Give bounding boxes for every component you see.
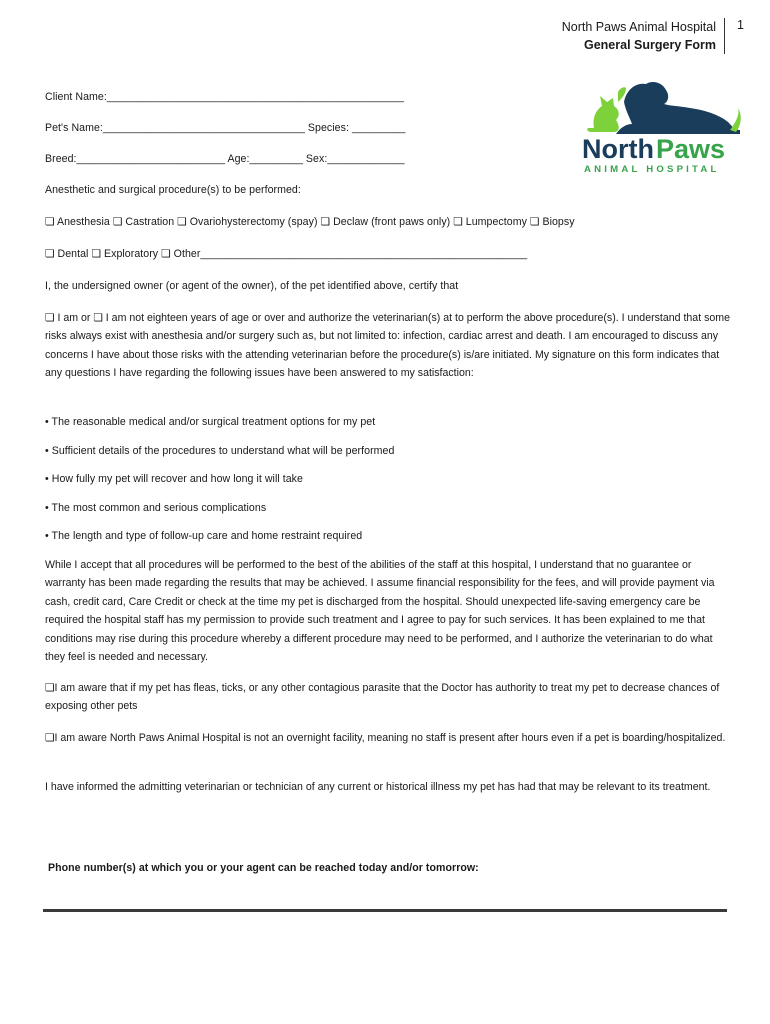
client-name-field[interactable]: Client Name:__________________________________________________ bbox=[45, 91, 404, 103]
procedure-options-line-2[interactable]: ❏ Dental ❏ Exploratory ❏ Other_______________________________________________________ bbox=[45, 248, 528, 260]
bullet-item: • The most common and serious complications bbox=[45, 502, 267, 514]
dog-icon bbox=[616, 82, 740, 134]
procedures-heading: Anesthetic and surgical procedure(s) to be performed: bbox=[45, 184, 301, 196]
phone-number-label: Phone number(s) at which you or your agent can be reached today and/or tomorrow: bbox=[48, 862, 479, 874]
pet-name-species-field[interactable]: Pet's Name:__________________________________ Species: _________ bbox=[45, 122, 406, 134]
north-paws-logo bbox=[580, 72, 745, 176]
parasite-consent-checkbox[interactable]: ❏I am aware that if my pet has fleas, ticks, or any other contagious parasite that the Doctor has authority to treat my pet to decrease chances of exposing other pets bbox=[45, 682, 720, 713]
page-header bbox=[562, 18, 725, 54]
logo-word-north: North bbox=[582, 134, 654, 164]
overnight-facility-checkbox[interactable]: ❏I am aware North Paws Animal Hospital is not an overnight facility, meaning no staff is present after hours even if a pet is boarding/hospitalized. bbox=[45, 732, 726, 744]
acceptance-paragraph: While I accept that all procedures will be performed to the best of the abilities of the staff at this hospital, I understand that no guarantee or warranty has been made regarding the results that may be achieved. I assume financial responsibility for the fees, and will provide payment via cash, credit card, Care Credit or check at the time my pet is discharged from the hospital. Should unexpected life-saving emergency care be required the hospital staff has my permission to provide such treatment and I agree to pay for such services. It has been explained to me that conditions may rise during this procedure whereby a different procedure may need to be performed, and I authorize the veterinarian to do what they feel is needed and necessary. bbox=[45, 559, 715, 664]
logo-word-paws: Paws bbox=[656, 134, 726, 164]
bullet-item: • Sufficient details of the procedures to understand what will be performed bbox=[45, 445, 395, 457]
hospital-name: North Paws Animal Hospital bbox=[561, 20, 716, 34]
page-number: 1 bbox=[737, 18, 744, 32]
medical-history-statement: I have informed the admitting veterinarian or technician of any current or historical illness my pet has had that may be relevant to its treatment. bbox=[45, 781, 711, 793]
leaf-icon bbox=[730, 108, 741, 132]
logo-subtitle: ANIMAL HOSPITAL bbox=[584, 164, 720, 175]
form-title: General Surgery Form bbox=[584, 38, 716, 52]
bullet-item: • How fully my pet will recover and how long it will take bbox=[45, 473, 303, 485]
certify-statement: I, the undersigned owner (or agent of the owner), of the pet identified above, certify that bbox=[45, 280, 459, 292]
bullet-item: • The reasonable medical and/or surgical treatment options for my pet bbox=[45, 416, 376, 428]
breed-age-sex-field[interactable]: Breed:_________________________ Age:_________ Sex:_____________ bbox=[45, 153, 405, 165]
phone-number-input-line[interactable] bbox=[43, 909, 727, 912]
consent-paragraph: ❏ I am or ❏ I am not eighteen years of age or over and authorize the veterinarian(s) at to perform the above procedure(s). I understand that some risks always exist with anesthesia and/or surgery such as, but not limited to: infection, cardiac arrest and death. I am encouraged to discuss any concerns I have about those risks with the attending veterinarian before the procedure(s) is/are initiated. My signature on this form indicates that any questions I have regarding the following issues have been answered to my satisfaction: bbox=[45, 312, 730, 380]
bullet-item: • The length and type of follow-up care and home restraint required bbox=[45, 530, 363, 542]
procedure-options-line-1[interactable]: ❏ Anesthesia ❏ Castration ❏ Ovariohysterectomy (spay) ❏ Declaw (front paws only) ❏ Lumpectomy ❏ Biopsy bbox=[45, 216, 575, 228]
cat-icon bbox=[587, 87, 626, 132]
